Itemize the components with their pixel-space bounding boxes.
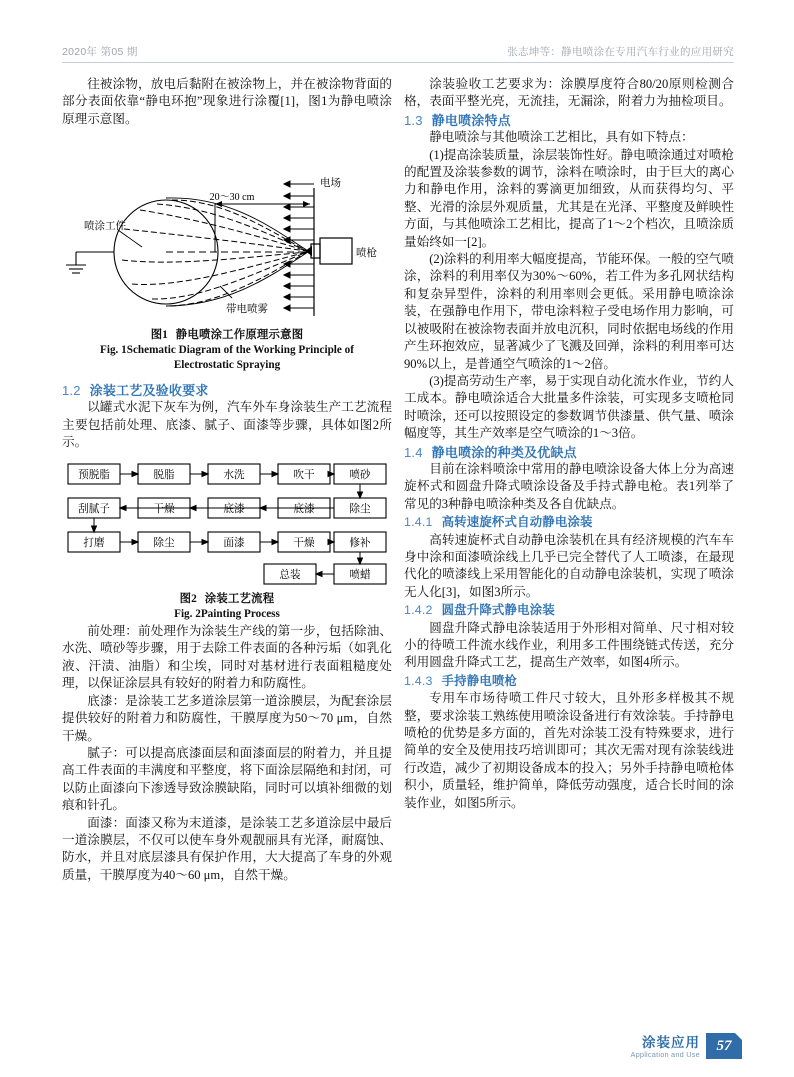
flow-node-1-2: 底漆	[223, 502, 245, 515]
paragraph-1-3-lead: 静电喷涂与其他喷涂工艺相比，具有如下特点：	[429, 130, 694, 145]
flow-node-0-0: 预脱脂	[78, 468, 110, 481]
flow-node-2-2: 面漆	[223, 536, 245, 549]
figure-1-caption-zh-label: 图1	[150, 329, 168, 342]
section-1-4-1-title: 高转速旋杯式自动静电涂装	[441, 515, 593, 530]
figure1-label-field: 电场	[320, 177, 341, 190]
section-heading-1-2	[62, 382, 392, 399]
left-column	[62, 76, 392, 884]
paragraph-pretreatment: 前处理：前处理作为涂装生产线的第一步，包括除油、水洗、喷砂等步骤，用于去除工件表面的各种污垢（如乳化液、汗渍、油脂）和尘埃，同时对基材进行表面粗糙度处理，以保证涂层具有较好的附着力和防腐性。	[62, 624, 392, 691]
flow-node-2-1: 除尘	[153, 536, 175, 549]
flow-node-1-1: 干燥	[153, 502, 175, 515]
section-heading-1-4-3	[404, 673, 734, 690]
figure-1-caption-en-text1: Schematic Diagram of the Working Principle of	[126, 344, 354, 357]
figure-1-svg	[62, 134, 392, 320]
footer-section-en: Application and Use	[630, 1050, 700, 1060]
footer-section-zh: 涂装应用	[642, 1035, 700, 1051]
section-1-4-2-title: 圆盘升降式静电涂装	[441, 603, 555, 618]
figure1-label-distance: 20～30 cm	[209, 192, 255, 204]
right-column	[404, 76, 734, 812]
figure1-label-gun: 喷枪	[356, 247, 377, 260]
section-1-4-3-title: 手持静电喷枪	[441, 673, 518, 688]
footer-section-label	[630, 1036, 706, 1059]
figure-2-caption-zh-text: 涂装工艺流程	[204, 592, 275, 605]
paragraph-primer: 底漆：是涂装工艺多道涂层第一道涂膜层，为配套涂层提供较好的附着力和防腐性，干膜厚度为50～70 μm，自然干燥。	[62, 693, 392, 743]
figure-1-caption-en-line2: Electrostatic Spraying	[173, 358, 281, 371]
figure-1-caption-zh	[62, 328, 392, 343]
flow-node-0-3: 吹干	[293, 468, 315, 481]
flow-node-0-4: 喷砂	[349, 468, 371, 481]
flow-node-1-3: 底漆	[293, 502, 315, 515]
figure1-label-spray: 带电喷雾	[226, 303, 268, 316]
section-heading-1-4-1	[404, 514, 734, 531]
section-1-3-number: 1.3	[404, 112, 423, 128]
section-1-2-title: 涂装工艺及验收要求	[89, 383, 209, 399]
figure-2-svg	[62, 460, 392, 588]
paragraph-putty: 腻子：可以提高底漆面层和面漆面层的附着力，并且提高工件表面的丰满度和平整度，将下面涂层隔绝和封闭，可以防止面漆向下渗透导致涂膜缺陷，同时可以填补细微的划痕和针孔。	[62, 745, 392, 813]
figure-1-caption-zh-text: 静电喷涂工作原理示意图	[175, 329, 304, 342]
figure-2-caption-zh	[62, 592, 392, 607]
page-footer	[630, 1033, 742, 1059]
figure-1-electrostatic-spray-diagram	[62, 134, 392, 324]
flow-node-1-0: 刮腻子	[78, 502, 110, 515]
flow-node-3-1: 喷蜡	[349, 568, 371, 581]
paragraph-intro: 往被涂物，放电后黏附在被涂物上，并在被涂物背面的部分表面依靠“静电环抱”现象进行涂覆[1]，图1为静电喷涂原理示意图。	[62, 77, 392, 126]
section-1-4-1-number: 1.4.1	[404, 515, 433, 530]
figure-1-caption-en-label: Fig. 1	[100, 344, 127, 357]
paragraph-1-4-1: 高转速旋杯式自动静电涂装机在具有经济规模的汽车车身中涂和面漆喷涂线上几乎已完全替代了人工喷漆，在最现代化的喷漆线上采用智能化的自动静电涂装机，实现了喷涂无人化[3]，如图3所示。	[404, 532, 734, 599]
figure-2-caption-zh-label: 图2	[179, 592, 197, 605]
section-1-3-title: 静电喷涂特点	[431, 112, 511, 128]
section-1-4-3-number: 1.4.3	[404, 673, 433, 688]
flow-node-1-4: 除尘	[349, 502, 371, 515]
paragraph-1-3-item2: (2)涂料的利用率大幅度提高，节能环保。一般的空气喷涂，涂料的利用率仅为30%～60%，若工件为多孔网状结构和复杂异型件，涂料的利用率则会更低。采用静电喷涂涂装，在强静电作用下，带电涂料粒子受电场作用力影响，可以被吸附在被涂物表面并放电沉积，同时依据电场线的作用产生环抱效应，显著减少了飞溅及回弹，涂料的利用率可达90%以上，是普通空气喷涂的1～2倍。	[404, 252, 734, 371]
paragraph-1-4-2: 圆盘升降式静电涂装适用于外形相对简单、尺寸相对较小的待喷工件流水线作业，利用多工件围绕链式传送，充分利用圆盘升降式工艺，提高生产效率，如图4所示。	[404, 620, 734, 670]
paragraph-1-3-item1: (1)提高涂装质量，涂层装饰性好。静电喷涂通过对喷枪的配置及涂装参数的调节，涂料在喷涂时，由于巨大的离心力和静电作用，涂料的雾滴更加细致，从而获得均匀、平整、光滑的涂层外观质量，尤其是在光泽、平整度及鲜映性方面，与其他喷涂工艺相比，提高了1～2个档次，且喷涂质量始终如一[2]。	[404, 147, 734, 249]
section-1-4-2-number: 1.4.2	[404, 603, 433, 618]
paragraph-1-4-3: 专用车市场待喷工件尺寸较大，且外形多样极其不规整，要求涂装工熟练使用喷涂设备进行有效涂装。手持静电喷枪的优势是多方面的，首先对涂装工没有特殊要求，进行简单的安全及使用技巧培训即可；其次无需对现有涂装线进行改造，减少了初期设备成本的投入；另外手持静电喷枪体积小，质量轻，维护简单，降低劳动强度，适合长时间的涂装作业，如图5所示。	[404, 691, 734, 810]
paragraph-topcoat: 面漆：面漆又称为末道漆，是涂装工艺多道涂层中最后一道涂膜层，不仅可以使车身外观靓丽具有光泽，耐腐蚀、防水，并且对底层漆具有保护作用，大大提高了车身的外观质量，干膜厚度为40～60 μm，自然干燥。	[62, 815, 392, 882]
section-heading-1-4	[404, 444, 734, 461]
running-head-left: 2020年 第05 期	[62, 46, 138, 58]
flow-node-0-1: 脱脂	[153, 468, 175, 481]
header-divider	[62, 62, 734, 63]
flow-node-3-0: 总装	[279, 568, 301, 581]
flow-node-0-2: 水洗	[223, 468, 245, 481]
running-head-right: 张志坤等：静电喷涂在专用汽车行业的应用研究	[507, 46, 734, 58]
paragraph-1-4: 目前在涂料喷涂中常用的静电喷涂设备大体上分为高速旋杯式和圆盘升降式喷涂设备及手持式静电枪。表1列举了常见的3种静电喷涂种类及各自优缺点。	[404, 461, 734, 511]
figure-2-caption-en-text: Painting Process	[200, 607, 280, 620]
section-heading-1-3	[404, 112, 734, 129]
section-1-4-title: 静电喷涂的种类及优缺点	[431, 444, 577, 460]
flow-node-2-0: 打磨	[83, 536, 105, 549]
paragraph-acceptance: 涂装验收工艺要求为：涂膜厚度符合80/20原则检测合格，表面平整光亮，无流挂，无漏涂，附着力为抽检项目。	[404, 77, 734, 109]
figure-2-caption-en-label: Fig. 2	[174, 607, 201, 620]
paragraph-process-flow: 以罐式水泥下灰车为例，汽车外车身涂装生产工艺流程主要包括前处理、底漆、腻子、面漆等步骤，具体如图2所示。	[62, 400, 392, 450]
figure1-label-workpiece: 喷涂工件	[84, 220, 126, 233]
page-number-badge: 57	[706, 1033, 742, 1059]
running-head	[62, 44, 734, 59]
section-heading-1-4-2	[404, 602, 734, 619]
flow-node-2-3: 干燥	[293, 536, 315, 549]
paragraph-1-3-item3: (3)提高劳动生产率，易于实现自动化流水作业，节约人工成本。静电喷涂适合大批量多件涂装，可实现多支喷枪同时喷涂，还可以按照设定的参数调节供漆量、供气量、喷涂幅度等，其生产效率是空气喷涂的1～3倍。	[404, 373, 734, 441]
section-1-4-number: 1.4	[404, 444, 423, 460]
figure-2-caption-en	[62, 607, 392, 621]
flow-node-2-4: 修补	[349, 536, 371, 549]
figure-1-caption-en-line1	[62, 343, 392, 357]
section-1-2-number: 1.2	[62, 383, 81, 399]
figure-2-painting-process-flowchart	[62, 460, 392, 588]
